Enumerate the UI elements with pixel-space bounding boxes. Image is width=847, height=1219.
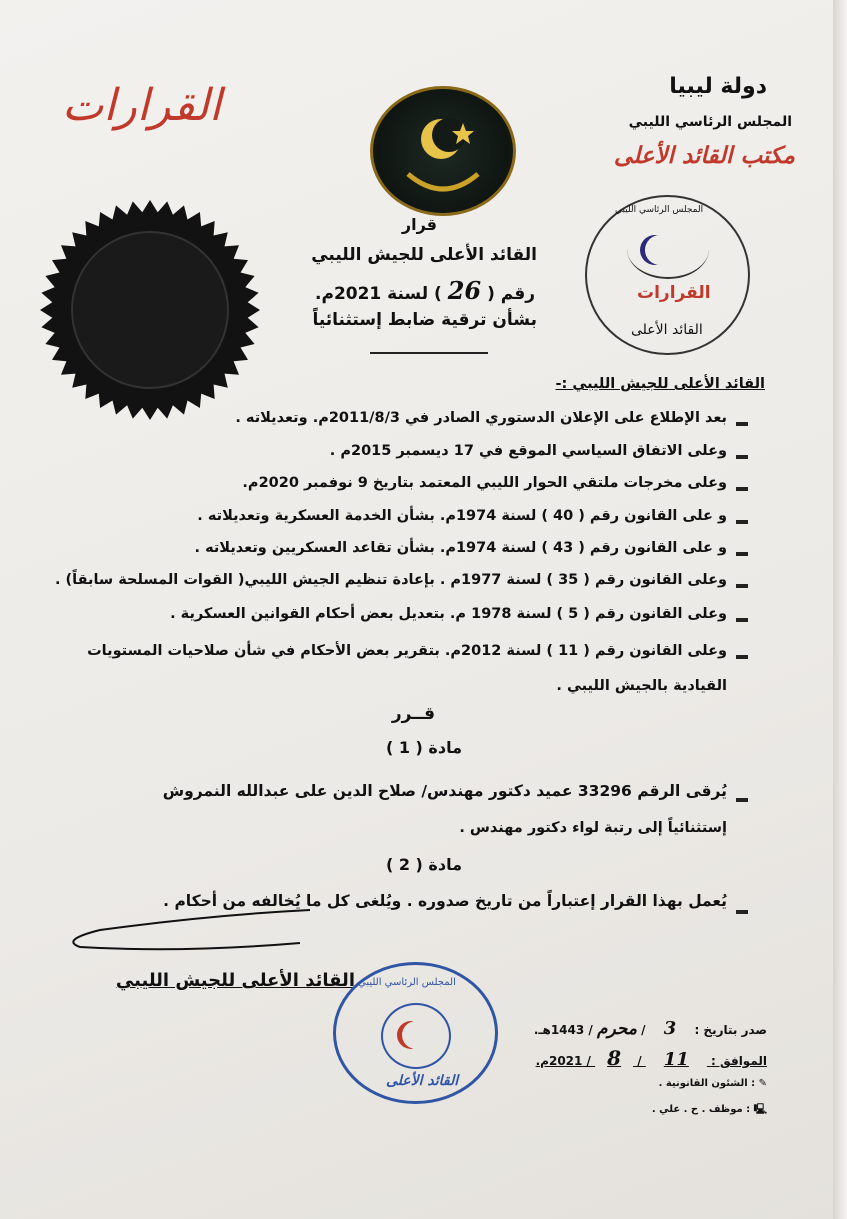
preamble-item: و على القانون رقم ( 40 ) لسنة 1974م. بشأن الخدمة العسكرية وتعديلاته . — [197, 508, 727, 524]
preamble-item: وعلى الاتفاق السياسي الموقع في 17 ديسمبر 2015م . — [329, 443, 727, 459]
signatory-title: القائد الأعلى للجيش الليبي — [115, 970, 355, 991]
bullet — [736, 455, 748, 459]
crescent-star-icon — [373, 89, 513, 213]
pen-icon: ✎ — [758, 1078, 767, 1089]
article-1-line-1: يُرقى الرقم 33296 عميد دكتور مهندس/ صلاح الدين على عبدالله النمروش — [162, 782, 727, 800]
bullet — [736, 798, 748, 802]
decisions-stamp-text: القرارات — [62, 80, 222, 131]
preamble-item: وعلى مخرجات ملتقي الحوار الليبي المعتمد بتاريخ 9 نوفمبر 2020م. — [242, 475, 727, 491]
typist-line: 🖳 : موظف . ح . علي . — [651, 1104, 767, 1115]
greg-year: 2021م. — [535, 1054, 583, 1068]
copy-to-line: ✎ : الشئون القانونية . — [658, 1078, 767, 1089]
hijri-month: محرم — [596, 1019, 637, 1039]
number-prefix: رقم ( — [487, 284, 535, 304]
computer-icon: 🖳 — [753, 1104, 767, 1115]
preamble-item: وعلى القانون رقم ( 5 ) لسنة 1978 م. بتعديل بعض أحكام القوانين العسكرية . — [170, 606, 727, 622]
preamble-item: وعلى القانون رقم ( 35 ) لسنة 1977م . بإعادة تنظيم الجيش الليبي( القوات المسلحة سابقاً) . — [54, 572, 727, 588]
title-divider — [370, 352, 488, 354]
gregorian-date: الموافق : 11 / 8 / 2021م. — [535, 1046, 767, 1070]
decision-subject: بشأن ترقية ضابط إستثنائياً — [312, 310, 537, 330]
paper-edge — [833, 0, 847, 1219]
office-name: مكتب القائد الأعلى — [613, 142, 795, 169]
bullet — [736, 910, 748, 914]
typist: موظف . ح . علي . — [651, 1104, 743, 1115]
preamble-item: بعد الإطلاع على الإعلان الدستوري الصادر في 2011/8/3م. وتعديلاته . — [235, 410, 727, 426]
bullet — [736, 422, 748, 426]
article-2-heading: مادة ( 2 ) — [385, 855, 462, 874]
decisions-stamp — [585, 195, 750, 355]
bottom-stamp-bottom-text: القائد الأعلى — [386, 1073, 459, 1089]
copy-to: الشئون القانونية . — [658, 1078, 748, 1089]
presidential-council-emblem — [370, 86, 516, 216]
bullet — [736, 584, 748, 588]
decision-number-line — [315, 276, 535, 305]
stamp-top-text: المجلس الرئاسي الليبي — [615, 205, 704, 215]
red-crescent-icon — [402, 1021, 430, 1049]
hijri-day: 3 — [663, 1018, 677, 1039]
council-name: المجلس الرئاسي الليبي — [628, 114, 792, 130]
issued-date: صدر بتاريخ : 3 / محرم / 1443هـ. — [533, 1018, 767, 1039]
preamble-heading: القائد الأعلى للجيش الليبي :- — [555, 376, 765, 392]
handwritten-signature — [60, 905, 320, 965]
preamble-item: وعلى القانون رقم ( 11 ) لسنة 2012م. بتقرير بعض الأحكام في شأن صلاحيات المستويات — [87, 643, 727, 659]
bullet — [736, 520, 748, 524]
corresponding-label: الموافق : — [711, 1054, 767, 1068]
issuer: القائد الأعلى للجيش الليبي — [311, 245, 537, 265]
bullet — [736, 552, 748, 556]
greg-day: 11 — [663, 1049, 689, 1070]
preamble-continuation: القيادية بالجيش الليبي . — [556, 678, 727, 694]
greg-month: 8 — [607, 1046, 622, 1070]
crescent-icon — [645, 235, 675, 265]
preamble-item: و على القانون رقم ( 43 ) لسنة 1974م. بشأن تقاعد العسكريين وتعديلاته . — [194, 540, 727, 556]
stamp-middle-text: القرارات — [637, 283, 711, 303]
decision-number: 26 — [447, 276, 482, 305]
number-suffix: ) لسنة 2021م. — [315, 284, 442, 304]
decision-heading: قرار — [401, 215, 437, 234]
issued-label: صدر بتاريخ : — [694, 1023, 767, 1037]
decided-heading: قــرر — [391, 704, 435, 724]
bottom-stamp-top-text: المجلس الرئاسي الليبي — [358, 977, 456, 988]
article-1-line-2: إستثنائياً إلى رتبة لواء دكتور مهندس . — [459, 820, 727, 836]
supreme-commander-stamp — [333, 962, 498, 1104]
bullet — [736, 487, 748, 491]
bullet — [736, 655, 748, 659]
article-1-heading: مادة ( 1 ) — [385, 738, 462, 757]
bullet — [736, 618, 748, 622]
hijri-year: 1443هـ. — [533, 1023, 585, 1037]
stamp-bottom-text: القائد الأعلى — [631, 322, 703, 338]
country-name: دولة ليبيا — [669, 74, 767, 99]
embossed-black-seal — [38, 198, 262, 422]
article-2-line-1: يُعمل بهذا القرار إعتباراً من تاريخ صدوره . ويُلغى كل ما يُخالفه من أحكام . — [163, 892, 727, 910]
